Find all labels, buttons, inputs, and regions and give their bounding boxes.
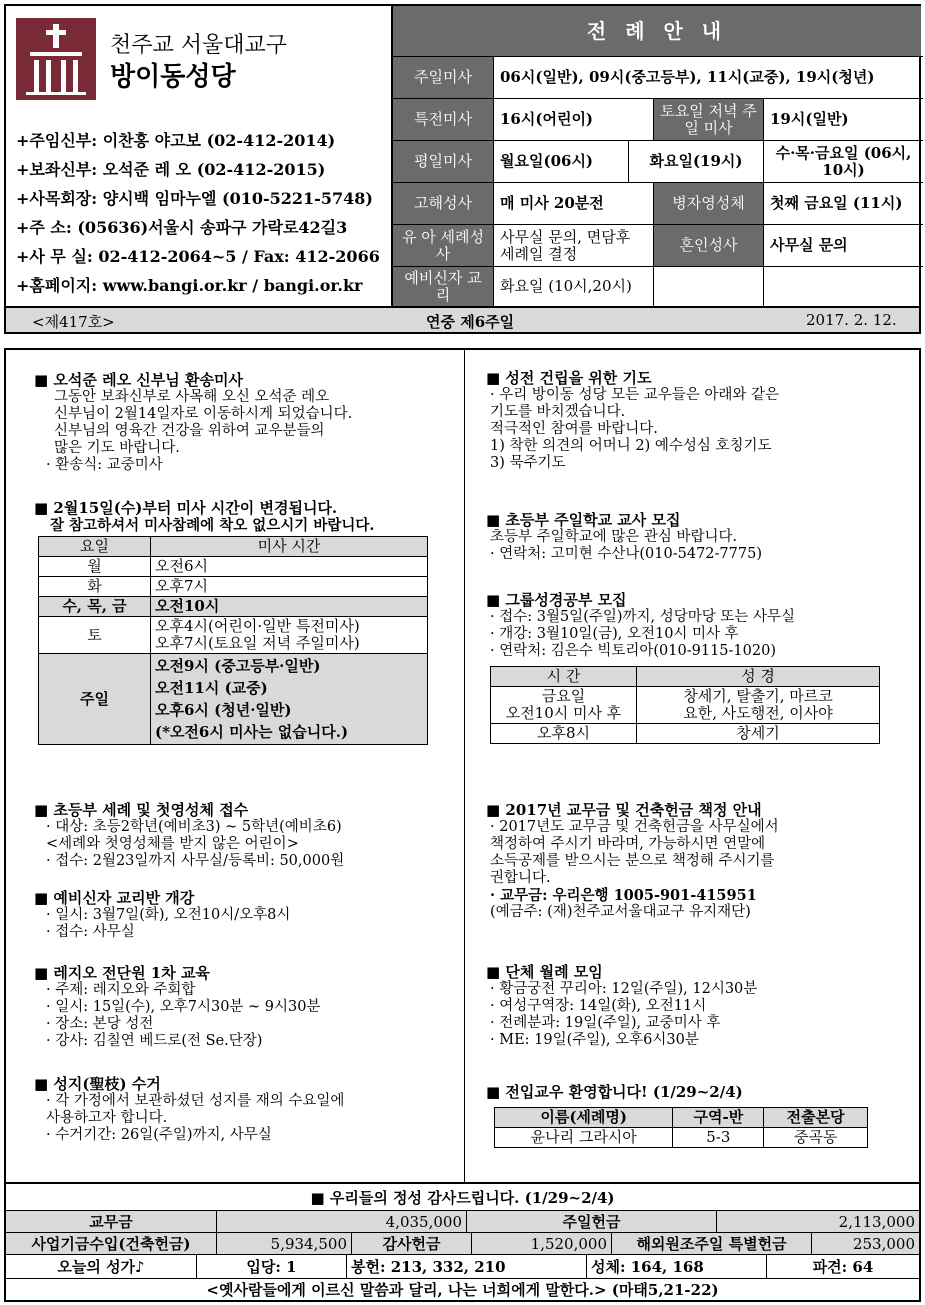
dues-notice: ■ 2017년 교무금 및 건축헌금 책정 안내 · 2017년도 교무금 및 건축헌금을 사무실에서 책정하여 주시기 바라며, 가능하시면 연말에 소득공제를 받으시는 분으로 책정해 주시기를 권합니다. · 교무금: 우리은행 1005-901-415951 (예금주: (재)천주교서울대교구 유지재단)	[486, 802, 779, 921]
issue-date: 2017. 2. 12.	[806, 311, 897, 329]
church-building-prayer: ■ 성전 건립을 위한 기도 · 우리 방이동 성당 모든 교우들은 아래와 같은 기도를 바치겠습니다. 적극적인 참여를 바랍니다. 1) 착한 의견의 어머니 2) 예수성심 호칭기도 3) 묵주기도	[486, 370, 779, 472]
mass-schedule-table: 요일 미사 시간 월 오전6시 화 오후7시 수, 목, 금 오전10시 토 오후4시(어린이·일반 특전미사) 오후7시(토요일 저녁 주일미사) 주일 오전9시 (중고등부·일반) 오전11시 (교중) 오후6시 (청년·일반) (*오전6시 미사는 없습니다.)	[38, 536, 428, 745]
office-info: +사 무 실: 02-412-2064~5 / Fax: 412-2066	[16, 247, 380, 266]
bulletin-header	[4, 4, 921, 334]
pastor-info: +주임신부: 이찬홍 야고보 (02-412-2014)	[16, 131, 336, 150]
catechism-class-notice: ■ 예비신자 교리반 개강 · 일시: 3월7일(화), 오전10시/오후8시 · 접수: 사무실	[34, 890, 290, 941]
homepage-info: +홈페이지: www.bangi.or.kr / bangi.or.kr	[16, 276, 363, 295]
farewell-mass-notice: ■ 오석준 레오 신부님 환송미사 그동안 보좌신부로 사목해 오신 오석준 레오 신부님이 2월14일자로 이동하시게 되었습니다. 신부님의 영육간 건강을 위하여 교우분들의 많은 기도 바랍니다. · 환송식: 교중미사	[34, 372, 352, 474]
column-divider	[464, 350, 465, 1182]
liturgical-week: 연중 제6주일	[426, 313, 515, 331]
issue-bar	[6, 306, 919, 332]
legion-education-notice: ■ 레지오 전단원 1차 교육 · 주제: 레지오와 주회합 · 일시: 15일(수), 오후7시30분 ~ 9시30분 · 장소: 본당 성전 · 강사: 김칠연 베드로(전 Se.단장)	[34, 965, 320, 1050]
thanks-row: ■ 우리들의 정성 감사드립니다. (1/29~2/4)	[310, 1188, 615, 1207]
offering-row-1: 교무금 4,035,000 주일헌금 2,113,000	[6, 1210, 919, 1232]
church-logo	[16, 18, 96, 100]
sunday-school-teacher-notice: ■ 초등부 주일학교 교사 모집 초등부 주일학교에 많은 관심 바랍니다. · 연락처: 고미현 수산나(010-5472-7775)	[486, 512, 762, 563]
group-meetings-notice: ■ 단체 월례 모임 · 황금궁전 꾸리아: 12일(주일), 12시30분 · 여성구역장: 14일(화), 오전11시 · 전례분과: 19일(주일), 교중미사 후 · ME: 19일(주일), 오후6시30분	[486, 964, 757, 1049]
bible-study-notice: ■ 그룹성경공부 모집 · 접수: 3월5일(주일)까지, 성당마당 또는 사무실 · 개강: 3월10일(금), 오전10시 미사 후 · 연락처: 김은수 빅토리아(010-9115-1020) 시 간 성 경 금요일 오전10시 미사 후 창세기, 탈출기, 마르코 요한, 사도행전, 이사야 오후8시 창세기	[486, 592, 880, 744]
council-info: +사목회장: 양시백 임마누엘 (010-5221-5748)	[16, 189, 373, 208]
offerings-footer	[4, 1184, 921, 1302]
address-info: +주 소: (05636)서울시 송파구 가락로42길3	[16, 218, 348, 237]
children-baptism-notice: ■ 초등부 세례 및 첫영성체 접수 · 대상: 초등2학년(예비초3) ~ 5학년(예비초6) <세례와 첫영성체를 받지 않은 어린이> · 접수: 2월23일까지 사무실/등록비: 50,000원	[34, 802, 344, 870]
notices-area	[4, 348, 921, 1184]
gospel-verse-row: <옛사람들에게 이르신 말씀과 달리, 나는 너희에게 말한다.> (마태5,21-22)	[6, 1278, 919, 1300]
new-parishioners-table: 이름(세례명) 구역-반 전출본당 윤나리 그라시아 5-3 중곡동	[494, 1107, 868, 1148]
diocese-name: 천주교 서울대교구	[110, 33, 288, 58]
catechism-row: 예비신자 교 리 화요일 (10시,20시)	[393, 266, 923, 306]
hymn-row: 오늘의 성가♪ 입당: 1 봉헌: 213, 332, 210 성체: 164, 168 파견: 64	[6, 1254, 919, 1278]
confession-row: 고해성사 매 미사 20분전 병자영성체 첫째 금요일 (11시)	[393, 182, 923, 224]
baptism-row: 유 아 세례성사 사무실 문의, 면담후 세례일 결정 혼인성사 사무실 문의	[393, 224, 923, 266]
palm-collection-notice: ■ 성지(聖枝) 수거 · 각 가정에서 보관하셨던 성지를 재의 수요일에 사용하고자 합니다. · 수거기간: 26일(주일)까지, 사무실	[34, 1076, 344, 1144]
bible-study-table: 시 간 성 경 금요일 오전10시 미사 후 창세기, 탈출기, 마르코 요한, 사도행전, 이사야 오후8시 창세기	[490, 666, 880, 744]
assistant-info: +보좌신부: 오석준 레 오 (02-412-2015)	[16, 160, 326, 179]
new-parishioners-notice: ■ 전입교우 환영합니다! (1/29~2/4) 이름(세례명) 구역-반 전출본당 윤나리 그라시아 5-3 중곡동	[486, 1084, 868, 1148]
issue-number: <제417호>	[32, 313, 115, 331]
offering-row-2: 사업기금수입(건축헌금) 5,934,500 감사헌금 1,520,000 해외원조주일 특별헌금 253,000	[6, 1232, 919, 1254]
mass-time-change-notice: ■ 2월15일(수)부터 미사 시간이 변경됩니다. 잘 참고하셔서 미사참례에 착오 없으시기 바랍니다. 요일 미사 시간 월 오전6시 화 오후7시 수, 목, 금 오전10시 토 오후4시(어린이·일반 특전미사) 오후7시(토요일 저녁 주일미사) 주일 오전9시 (중고등부·일반) 오전11시 (교중) 오후6시 (청년·일반) (*오전6시 미사는 없습니다.)	[34, 500, 428, 745]
special-mass-row: 특전미사 16시(어린이) 토요일 저녁 주일 미사 19시(일반)	[393, 98, 923, 140]
liturgy-title: 전 례 안 내	[393, 6, 921, 56]
parish-info	[6, 6, 391, 306]
sunday-mass-row: 주일미사 06시(일반), 09시(중고등부), 11시(교중), 19시(청년)	[393, 56, 923, 98]
parish-name: 방이동성당	[110, 62, 236, 92]
liturgy-guide	[391, 6, 921, 306]
weekday-mass-row: 평일미사 월요일(06시) 화요일(19시) 수·목·금요일 (06시, 10시)	[393, 140, 923, 182]
